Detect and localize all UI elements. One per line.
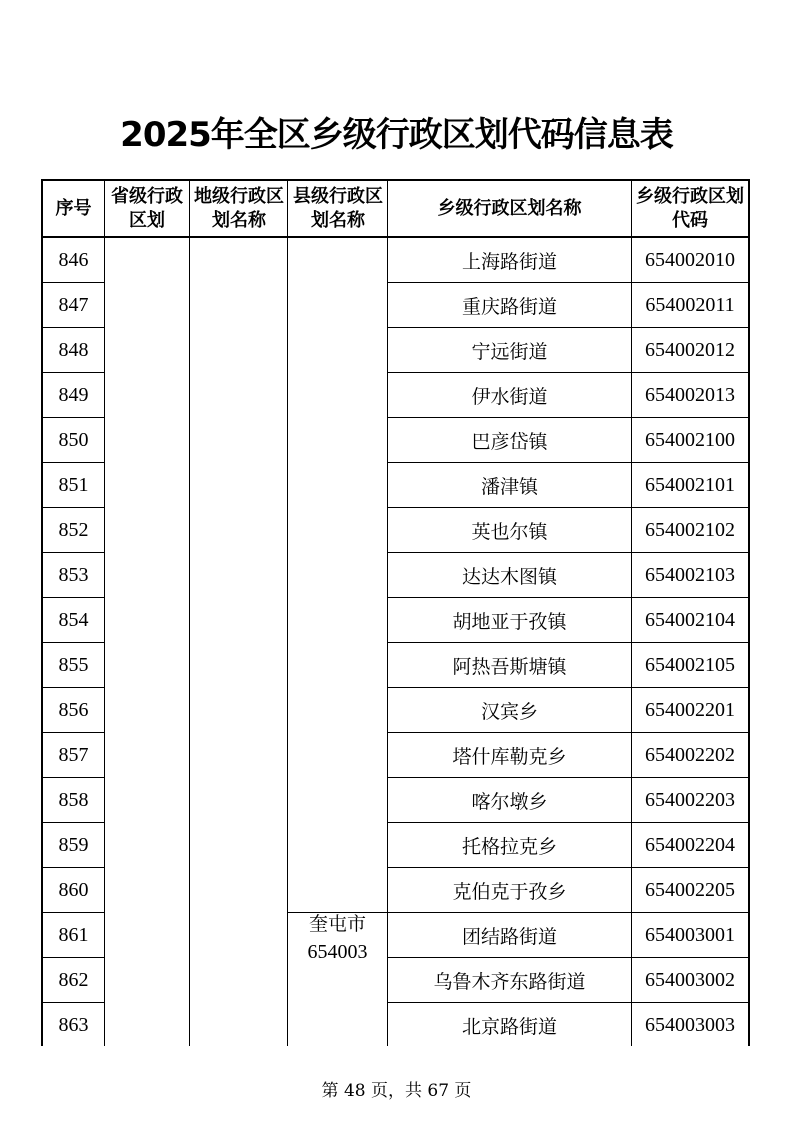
- row-township-name: 克伯克于孜乡: [452, 880, 567, 903]
- row-township-code: 654003002: [645, 968, 735, 991]
- county-cell: [288, 910, 387, 966]
- row-township-code: 654002105: [645, 653, 735, 676]
- row-seq: 861: [58, 923, 89, 946]
- row-township-code: 654002201: [645, 698, 735, 721]
- header-code: 乡级行政区划代码: [636, 185, 744, 231]
- header-county: 县级行政区划名称: [293, 185, 383, 231]
- row-township-name: 伊水街道: [471, 385, 548, 408]
- col-divider: [104, 179, 105, 1046]
- row-township-code: 654002104: [645, 608, 735, 631]
- row-township-code: 654002012: [645, 338, 735, 361]
- row-township-name: 阿热吾斯塘镇: [452, 655, 567, 678]
- row-township-name: 英也尔镇: [471, 520, 548, 543]
- row-township-name: 汉宾乡: [480, 700, 538, 723]
- row-township-name: 达达木图镇: [461, 565, 557, 588]
- header-seq: 序号: [55, 197, 92, 219]
- row-township-name: 宁远街道: [471, 340, 548, 363]
- row-seq: 850: [58, 428, 89, 451]
- row-seq: 854: [58, 608, 89, 631]
- row-township-code: 654002011: [645, 293, 735, 316]
- row-township-code: 654002203: [645, 788, 735, 811]
- row-township-code: 654002101: [645, 473, 735, 496]
- county-code: 654003: [307, 941, 368, 963]
- row-township-code: 654002100: [645, 428, 735, 451]
- row-township-code: 654003003: [645, 1013, 735, 1036]
- row-seq: 855: [58, 653, 89, 676]
- row-township-name: 北京路街道: [461, 1015, 557, 1038]
- row-township-name: 乌鲁木齐东路街道: [433, 970, 586, 993]
- row-seq: 857: [58, 743, 89, 766]
- row-township-name: 塔什库勒克乡: [452, 745, 567, 768]
- row-seq: 862: [58, 968, 89, 991]
- row-township-code: 654002103: [645, 563, 735, 586]
- row-township-name: 重庆路街道: [461, 295, 557, 318]
- row-seq: 858: [58, 788, 89, 811]
- row-township-code: 654002010: [645, 248, 735, 271]
- row-seq: 846: [58, 248, 89, 271]
- row-township-name: 上海路街道: [461, 250, 557, 273]
- row-seq: 848: [58, 338, 89, 361]
- row-township-code: 654002102: [645, 518, 735, 541]
- page-title: 2025年全区乡级行政区划代码信息表: [120, 115, 673, 155]
- row-township-code: 654003001: [645, 923, 735, 946]
- row-seq: 859: [58, 833, 89, 856]
- row-township-name: 潘津镇: [480, 475, 538, 498]
- row-seq: 851: [58, 473, 89, 496]
- row-seq: 849: [58, 383, 89, 406]
- col-divider: [189, 179, 190, 1046]
- row-township-name: 团结路街道: [461, 925, 557, 948]
- header-township: 乡级行政区划名称: [437, 197, 582, 219]
- row-township-code: 654002202: [645, 743, 735, 766]
- row-township-name: 托格拉克乡: [461, 835, 557, 858]
- row-township-name: 胡地亚于孜镇: [452, 610, 567, 633]
- row-seq: 856: [58, 698, 89, 721]
- row-seq: 847: [58, 293, 89, 316]
- row-township-name: 巴彦岱镇: [471, 430, 548, 453]
- row-seq: 860: [58, 878, 89, 901]
- row-township-code: 654002204: [645, 833, 735, 856]
- row-township-code: 654002013: [645, 383, 735, 406]
- header-prefecture: 地级行政区划名称: [194, 185, 284, 231]
- row-township-name: 喀尔墩乡: [471, 790, 548, 813]
- page-footer: 第 48 页，共 67 页: [321, 1081, 472, 1101]
- row-seq: 852: [58, 518, 89, 541]
- county-divider: [287, 912, 388, 913]
- code-table: [41, 179, 750, 1046]
- row-seq: 853: [58, 563, 89, 586]
- header-province: 省级行政区划: [111, 185, 183, 231]
- row-seq: 863: [58, 1013, 89, 1036]
- row-township-code: 654002205: [645, 878, 735, 901]
- county-name: 奎屯市: [308, 913, 366, 935]
